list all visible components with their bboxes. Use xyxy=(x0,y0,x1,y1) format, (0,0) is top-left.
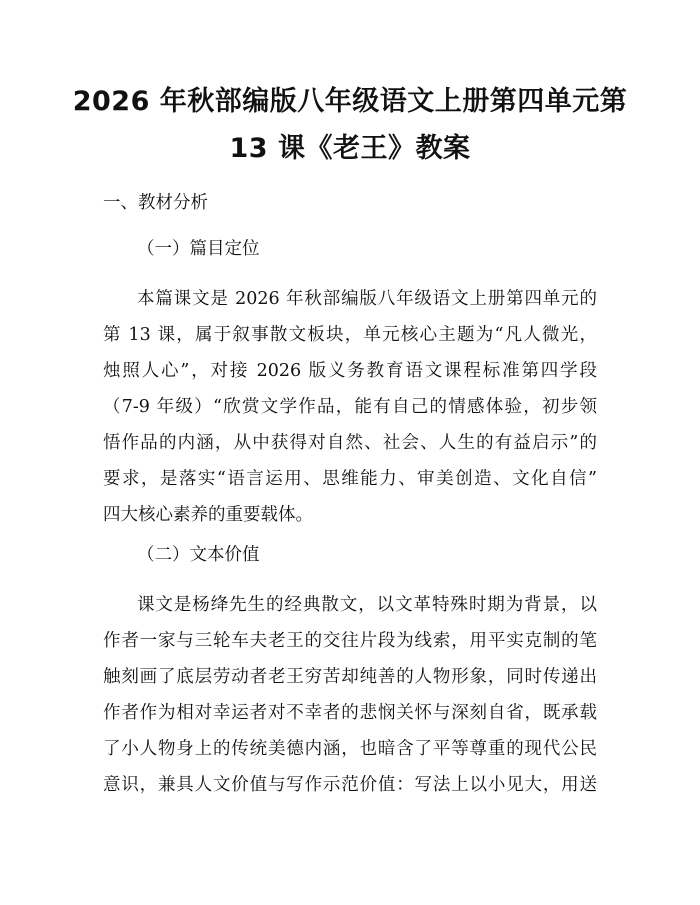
subsection-heading-text-value: （二）文本价值 xyxy=(137,545,260,565)
paragraph-line: 意识，兼具人文价值与写作示范价值：写法上以小见大，用送 xyxy=(103,775,597,795)
document-title-line-2: 13 课《老王》教案 xyxy=(229,133,471,164)
subsection-heading-positioning: （一）篇目定位 xyxy=(137,239,260,259)
paragraph-line: 了小人物身上的传统美德内涵，也暗含了平等尊重的现代公民 xyxy=(103,739,597,759)
section-heading-textbook-analysis: 一、教材分析 xyxy=(103,193,208,213)
paragraph-line: 四大核心素养的重要载体。 xyxy=(103,505,313,525)
paragraph-line: 悟作品的内涵，从中获得对自然、社会、人生的有益启示”的 xyxy=(103,433,597,453)
paragraph-line: 触刻画了底层劳动者老王穷苦却纯善的人物形象，同时传递出 xyxy=(103,667,597,687)
paragraph-line: （7-9 年级）“欣赏文学作品，能有自己的情感体验，初步领 xyxy=(103,397,597,417)
paragraph-line: 本篇课文是 2026 年秋部编版八年级语文上册第四单元的 xyxy=(137,289,597,309)
paragraph-line: 作者作为相对幸运者对不幸者的悲悯关怀与深刻自省，既承载 xyxy=(103,703,597,723)
document-title-line-1: 2026 年秋部编版八年级语文上册第四单元第 xyxy=(72,86,628,117)
paragraph-line: 作者一家与三轮车夫老王的交往片段为线索，用平实克制的笔 xyxy=(103,631,597,651)
paragraph-line: 要求，是落实“语言运用、思维能力、审美创造、文化自信” xyxy=(103,469,597,489)
paragraph-line: 烛照人心”，对接 2026 版义务教育语文课程标准第四学段 xyxy=(103,361,597,381)
paragraph-line: 课文是杨绛先生的经典散文，以文革特殊时期为背景，以 xyxy=(137,595,597,615)
paragraph-line: 第 13 课，属于叙事散文板块，单元核心主题为“凡人微光， xyxy=(103,325,597,345)
